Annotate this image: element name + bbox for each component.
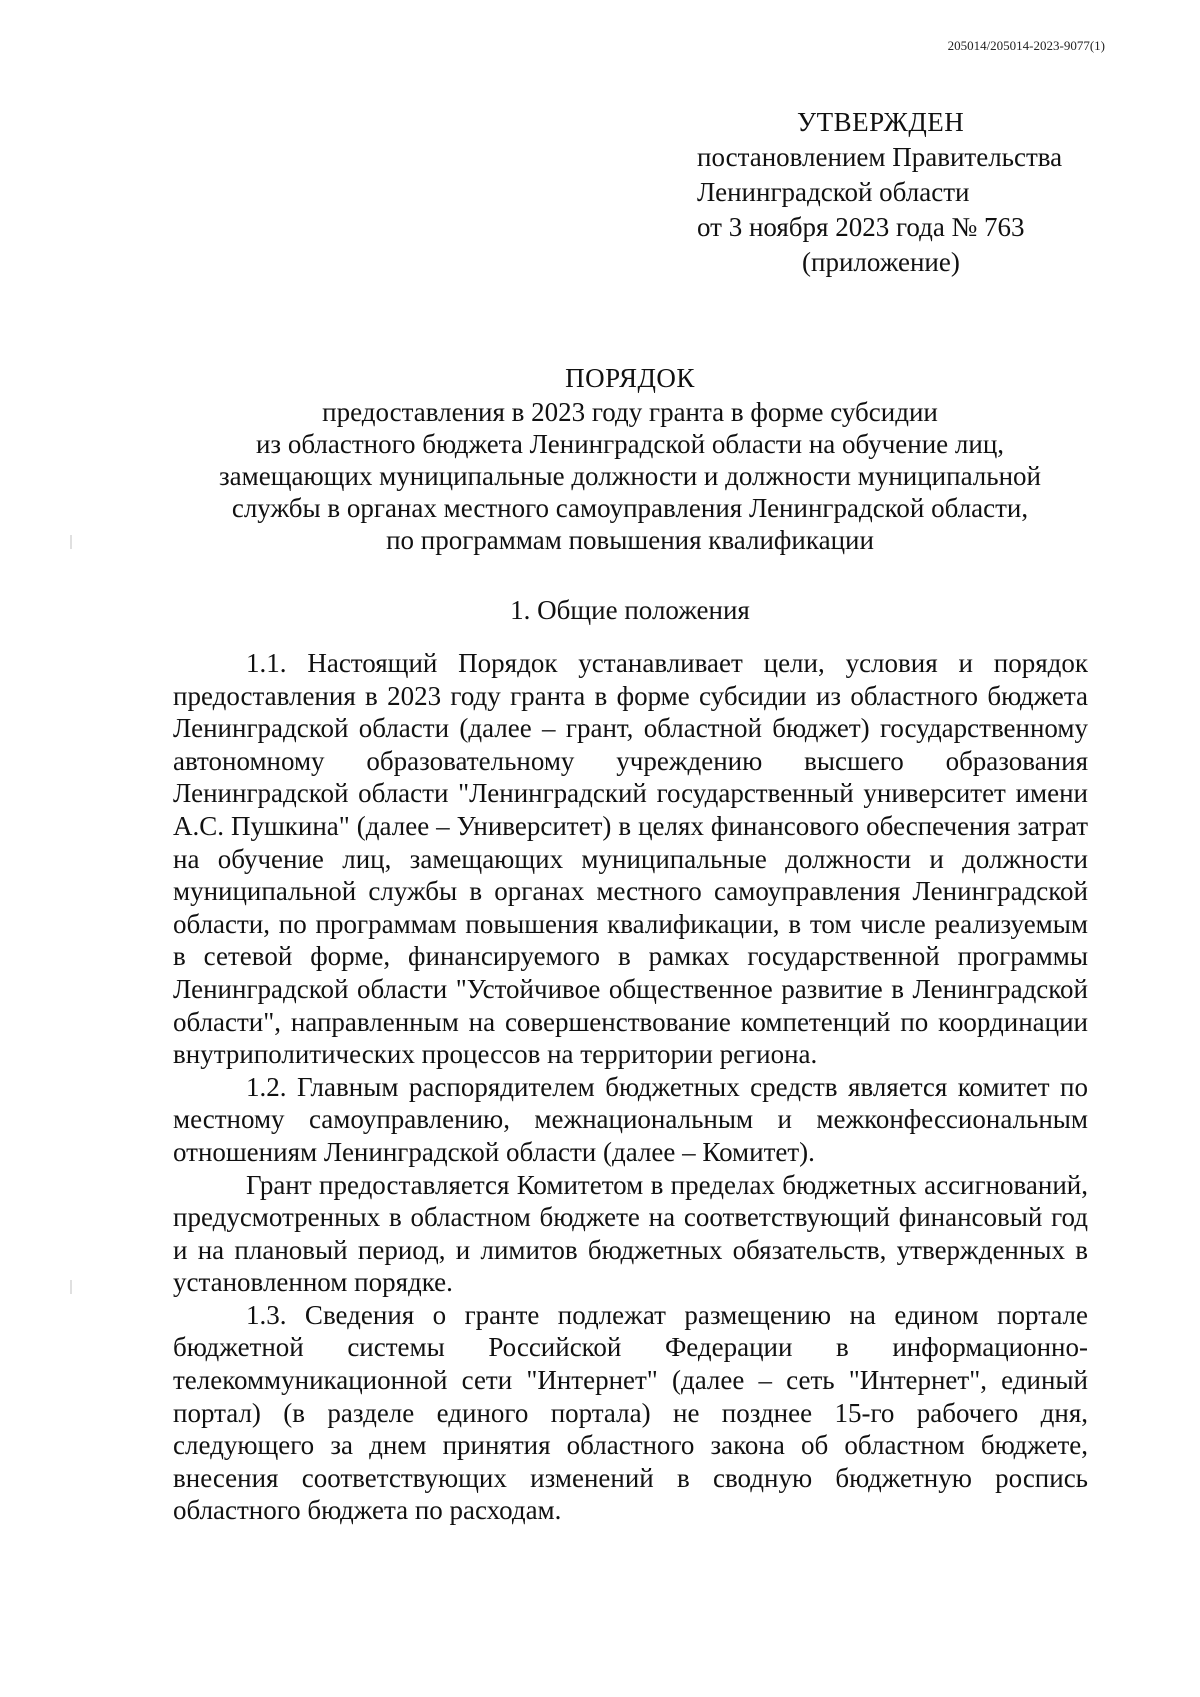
approval-annex: (приложение) [802,247,960,277]
approval-line-2: Ленинградской области [697,177,970,207]
approval-line-3: от 3 ноября 2023 года № 763 [697,212,1025,242]
order-title: ПОРЯДОК [565,363,695,393]
paragraph-1-1: 1.1. Настоящий Порядок устанавливает цели, условия и порядок предоставления в 2023 году гранта в форме субсидии из областного бюджета Ленинградской области (далее – грант, областной бюджет) государственному автономному образовательному учреждению высшего образования Ленинградской области "Ленинградский государственный университет имени А.С. Пушкина" (далее – Университет) в целях финансового обеспечения затрат на обучение лиц, замещающих муниципальные должности и должности муниципальной службы в органах местного самоуправления Ленинградской области, по программам повышения квалификации, в том числе реализуемым в сетевой форме, финансируемого в рамках государственной программы Ленинградской области "Устойчивое общественное развитие в Ленинградской области", направленным на совершенствование компетенций по координации внутриполитических процессов на территории региона. [173,648,1088,1070]
order-title-block [170,362,1090,556]
order-subtitle-line-5: по программам повышения квалификации [386,525,874,555]
order-subtitle-line-1: предоставления в 2023 году гранта в форме субсидии [322,397,938,427]
scan-speck [70,1280,72,1294]
section-heading: 1. Общие положения [510,595,750,625]
paragraph-grant: Грант предоставляется Комитетом в пределах бюджетных ассигнований, предусмотренных в областном бюджете на соответствующий финансовый год и на плановый период, и лимитов бюджетных обязательств, утвержденных в установленном порядке. [173,1169,1088,1298]
document-body [173,647,1088,1527]
paragraph-1-2: 1.2. Главным распорядителем бюджетных средств является комитет по местному самоуправлению, межнациональным и межконфессиональным отношениям Ленинградской области (далее – Комитет). [173,1071,1088,1167]
order-subtitle-line-2: из областного бюджета Ленинградской области на обучение лиц, [255,429,1005,459]
approval-line-1: постановлением Правительства [697,142,1063,172]
order-subtitle-line-4: службы в органах местного самоуправления Ленинградской области, [231,493,1029,523]
order-subtitle-line-3: замещающих муниципальные должности и должности муниципальной [219,461,1041,491]
document-registration-number: 205014/205014-2023-9077(1) [947,38,1105,53]
approval-stamp-block [697,105,1117,280]
paragraph-1-3: 1.3. Сведения о гранте подлежат размещению на едином портале бюджетной системы Российской Федерации в информационно-телекоммуникационной сети "Интернет" (далее – сеть "Интернет", единый портал) (в разделе единого портала) не позднее 15-го рабочего дня, следующего за днем принятия областного закона об областном бюджете, внесения соответствующих изменений в сводную бюджетную роспись областного бюджета по расходам. [173,1299,1088,1526]
scan-speck [70,535,72,549]
approval-title: УТВЕРЖДЕН [797,107,965,137]
